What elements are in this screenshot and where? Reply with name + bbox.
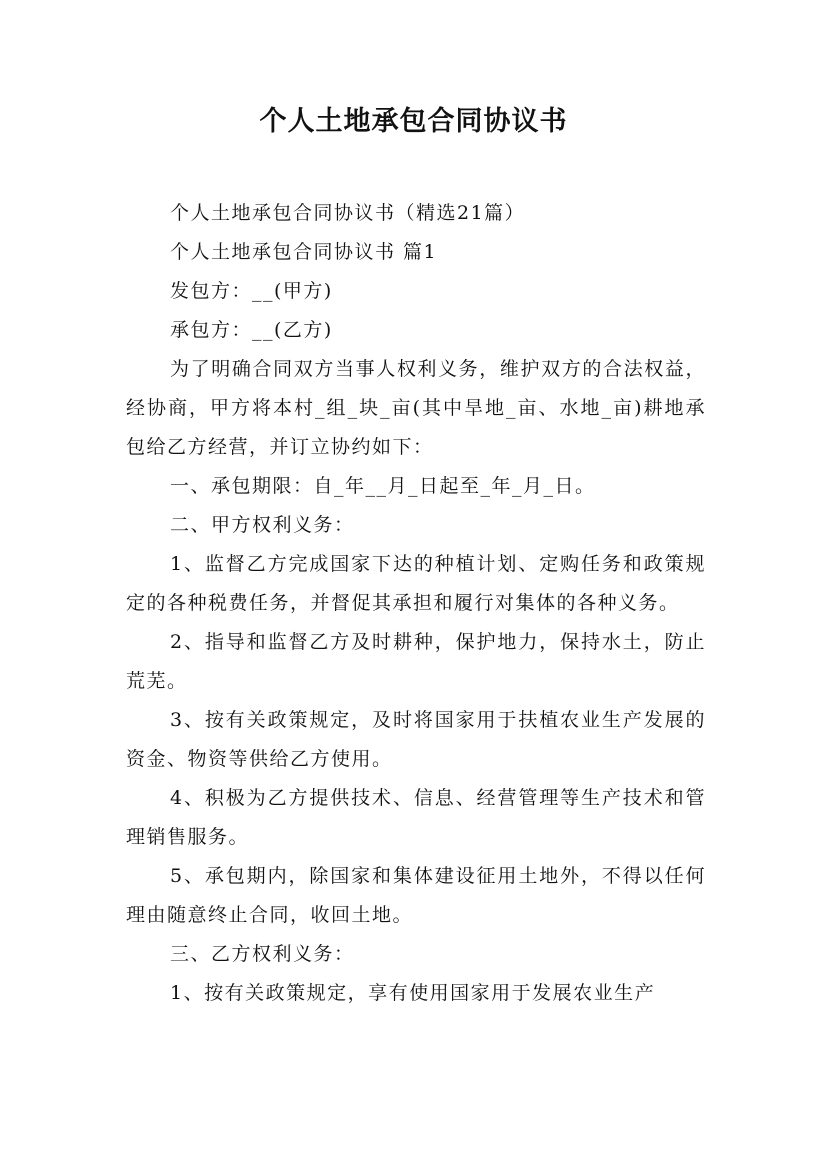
paragraph-party-a-item-3: 3、按有关政策规定，及时将国家用于扶植农业生产发展的资金、物资等供给乙方使用。 [126, 709, 706, 770]
paragraph-employer: 发包方：__(甲方) [170, 280, 333, 302]
paragraph-party-a-item-5: 5、承包期内，除国家和集体建设征用土地外，不得以任何理由随意终止合同，收回土地。 [126, 865, 706, 926]
document-title: 个人土地承包合同协议书 [259, 106, 568, 137]
paragraph-section-heading: 个人土地承包合同协议书 篇1 [170, 241, 438, 263]
paragraph-party-b-item-1: 1、按有关政策规定，享有使用国家用于发展农业生产 [170, 982, 656, 1004]
paragraph-party-a-item-2: 2、指导和监督乙方及时耕种，保护地力，保持水土，防止荒芜。 [126, 631, 706, 692]
paragraph-contractor: 承包方：__(乙方) [170, 319, 333, 341]
document-body [126, 194, 706, 1013]
paragraph-party-a-item-4: 4、积极为乙方提供技术、信息、经营管理等生产技术和管理销售服务。 [126, 787, 706, 848]
paragraph-party-a-heading: 二、甲方权利义务： [170, 514, 355, 536]
paragraph-party-a-item-1: 1、监督乙方完成国家下达的种植计划、定购任务和政策规定的各种税费任务，并督促其承担和履行对集体的各种义务。 [126, 553, 706, 614]
paragraph-term: 一、承包期限：自_年__月_日起至_年_月_日。 [170, 475, 596, 497]
paragraph-subtitle: 个人土地承包合同协议书（精选21篇） [170, 202, 526, 224]
paragraph-preamble: 为了明确合同双方当事人权利义务，维护双方的合法权益，经协商，甲方将本村_组_块_亩(其中旱地_亩、水地_亩)耕地承包给乙方经营，并订立协约如下： [126, 358, 706, 458]
paragraph-party-b-heading: 三、乙方权利义务： [170, 943, 355, 965]
